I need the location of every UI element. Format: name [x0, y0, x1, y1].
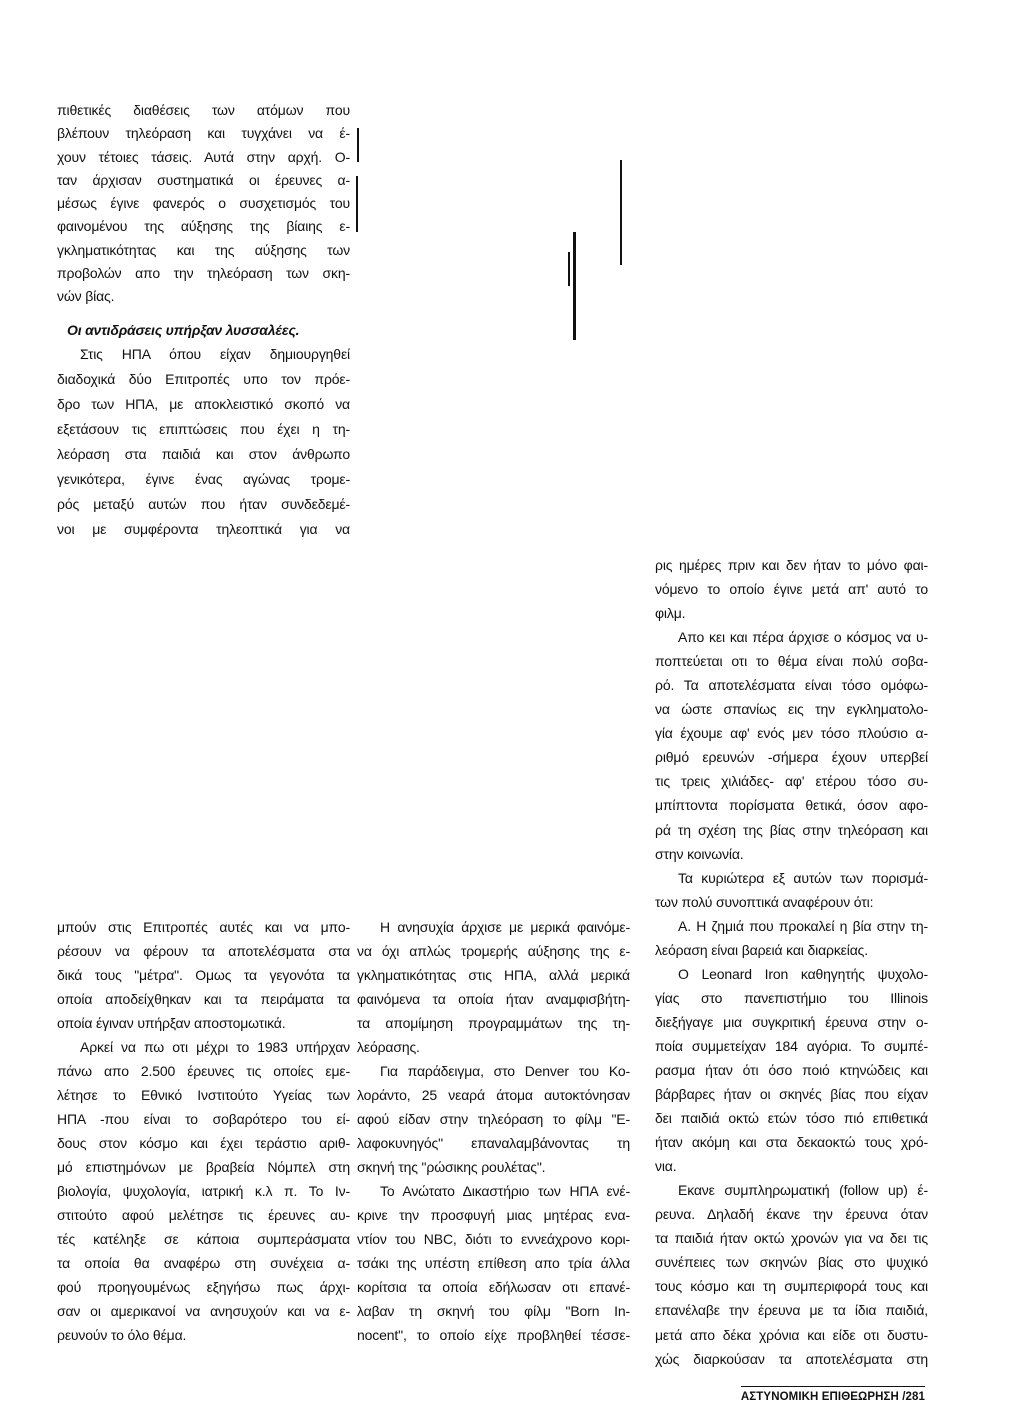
text-line: γενικότερα, έγινε ένας αγώνας τρομε-: [57, 471, 350, 487]
text-line: νόμενο το οποίο έγινε μετά απ' αυτό το: [655, 581, 928, 598]
text-line: κρινε την προσφυγή μιας μητέρας ενα-: [357, 1207, 630, 1223]
text-line: εξετάσουν τις επιπτώσεις που έχει η τη-: [57, 421, 350, 437]
text-line: ήταν ακόμη και στα δεκαοκτώ τους χρό-: [655, 1134, 928, 1151]
text-line: λεόρασης.: [357, 1039, 420, 1055]
text-line: γκληματικότητας και της αύξησης των: [57, 241, 350, 258]
text-line: διεξήγαγε μια συγκριτική έρευνα στην ο-: [655, 1013, 928, 1030]
text-line: ρις ημέρες πριν και δεν ήταν το μόνο φαι-: [655, 557, 928, 573]
text-line: ρά τη σχέση της βίας στην τηλεόραση και: [655, 821, 928, 838]
text-line: Στις ΗΠΑ όπου είχαν δημιουργηθεί: [80, 346, 350, 362]
text-line: φού προηγουμένως εξηγήσω πως άρχι-: [57, 1279, 350, 1295]
text-line: μπίπτοντα πορίσματα θετικά, όσον αφο-: [655, 797, 928, 814]
text-line: να όχι απλώς τρομερής αύξησης της ε-: [357, 943, 630, 959]
text-line: δει παιδιά οκτώ ετών τόσο πιό επιθετικά: [655, 1110, 928, 1127]
page-footer-journal-title: ΑΣΤΥΝΟΜΙΚΗ ΕΠΙΘΕΩΡΗΣΗ /281: [741, 1386, 925, 1405]
text-line: σαν οι αμερικανοί να ανησυχούν και να ε-: [57, 1303, 350, 1319]
text-line: λεόραση στα παιδιά και στον άνθρωπο: [57, 446, 350, 462]
text-line: Αρκεί να πω οτι μέχρι το 1983 υπήρχαν: [80, 1039, 350, 1055]
text-line: ταν άρχισαν συστηματικά οι έρευνες α-: [57, 171, 350, 188]
text-line: δρο των ΗΠΑ, με αποκλειστικό σκοπό να: [57, 396, 350, 412]
text-line: ρευνούν το όλο θέμα.: [57, 1327, 187, 1343]
text-line: λεόραση είναι βαρειά και διαρκείας.: [655, 941, 869, 958]
text-line: Α. Η ζημιά που προκαλεί η βία στην τη-: [678, 917, 928, 934]
text-line: χώς διαρκούσαν τα αποτελέσματα στη: [655, 1350, 928, 1367]
text-line: Η ανησυχία άρχισε με μερικά φαινόμε-: [380, 919, 630, 935]
text-line: προβολών απο την τηλεόραση των σκη-: [57, 264, 350, 281]
text-line: τα απομίμηση προγραμμάτων της τη-: [357, 1015, 630, 1031]
text-line: ποπτεύεται οτι το θέμα είναι πολύ σοβα-: [655, 653, 928, 670]
text-line: Ο Leonard Iron καθηγητής ψυχολο-: [678, 965, 928, 982]
text-line: νια.: [655, 1158, 677, 1175]
text-line: φαινομένου της αύξησης της βίαιης ε-: [57, 218, 350, 235]
text-line: φιλμ.: [655, 605, 686, 622]
text-line: πιθετικές διαθέσεις των ατόμων που: [57, 102, 350, 118]
text-line: βλέπουν τηλεόραση και τυγχάνει να έ-: [57, 125, 350, 142]
text-line: διαδοχικά δύο Επιτροπές υπο τον πρόε-: [57, 371, 350, 387]
text-line: μέσως έγινε φανερός ο συσχετισμός του: [57, 195, 350, 211]
text-line: Εκανε συμπληρωματική (follow up) έ-: [678, 1182, 928, 1199]
text-line: μπούν στις Επιτροπές αυτές και να μπο-: [57, 919, 350, 935]
text-line: των πολύ συνοπτικά αναφέρουν ότι:: [655, 893, 874, 910]
text-line: ποία συμμετείχαν 184 αγόρια. Το συμπέ-: [655, 1037, 928, 1054]
text-line: ρευνα. Δηλαδή έκανε την έρευνα όταν: [655, 1206, 928, 1223]
text-line: νών βίας.: [57, 288, 115, 304]
text-line: βιολογία, ψυχολογία, ιατρική κ.λ π. Το Ιν-: [57, 1183, 350, 1199]
text-line: λοράντο, 25 νεαρά άτομα αυτοκτόνησαν: [357, 1087, 630, 1103]
section-subheading: Οι αντιδράσεις υπήρξαν λυσσαλέες.: [67, 322, 300, 338]
text-line: ΗΠΑ -που είναι το σοβαρότερο του εί-: [57, 1111, 350, 1127]
right-column-text: [655, 553, 928, 1371]
text-line: κορίτσια τα οποία εδήλωσαν οτι επανέ-: [357, 1279, 630, 1295]
scan-mark-line: [573, 232, 576, 340]
text-line: γκληματικότητας στις ΗΠΑ, αλλά μερικά: [357, 967, 630, 983]
text-line: μό επιστημόνων με βραβεία Νόμπελ στη: [57, 1159, 350, 1175]
text-line: οποία αποδείχθηκαν και τα πειράματα τα: [57, 991, 350, 1007]
text-line: χουν τέτοιες τάσεις. Αυτά στην αρχή. Ο-: [57, 148, 350, 165]
text-line: στιτούτο αφού μελέτησε τις έρευνες αυ-: [57, 1207, 350, 1223]
text-line: nocent", το οποίο είχε προβληθεί τέσσε-: [357, 1327, 630, 1343]
text-line: ρό. Τα αποτελέσματα είναι τόσο ομόφω-: [655, 677, 928, 694]
scan-mark-line: [568, 252, 570, 286]
text-line: τές κατέληξε σε κάποια συμπεράσματα: [57, 1231, 350, 1247]
text-line: γία έχουμε αφ' ενός μεν τόσο πλούσιο α-: [655, 725, 928, 742]
middle-column-bottom-text: [357, 915, 630, 1347]
text-line: γίας στο πανεπιστήμιο του Illinois: [655, 989, 928, 1006]
text-line: σκηνή της "ρώσικης ρουλέτας".: [357, 1159, 546, 1175]
text-line: βάρβαρες ήταν οι σκηνές βίας που είχαν: [655, 1086, 928, 1103]
text-line: Τα κυριώτερα εξ αυτών των πορισμά-: [678, 869, 928, 886]
text-line: τους κόσμο και τη συμπεριφορά τους και: [655, 1278, 928, 1295]
left-column-bottom-text: [57, 915, 350, 1347]
text-line: Απο κει και πέρα άρχισε ο κόσμος να υ-: [678, 629, 928, 646]
text-line: τα παιδιά ήταν οκτώ χρονών για να δει τις: [655, 1230, 928, 1247]
left-column-top-text: [57, 99, 350, 308]
text-line: στην κοινωνία.: [655, 845, 744, 862]
text-line: τις τρεις χιλιάδες- αφ' ετέρου τόσο συ-: [655, 773, 928, 790]
left-column-middle-text: [57, 342, 350, 542]
scan-mark-line: [356, 176, 358, 232]
text-line: να ώστε σπανίως εις την εγκληματολο-: [655, 701, 928, 718]
text-line: συνέπειες των σκηνών βίας στο ψυχικό: [655, 1254, 928, 1271]
text-line: πάνω απο 2.500 έρευνες τις οποίες εμε-: [57, 1063, 350, 1079]
text-line: λέτησε το Εθνικό Ινστιτούτο Υγείας των: [57, 1087, 350, 1103]
scan-mark-line: [357, 128, 359, 162]
text-line: λαφοκυνηγός" επαναλαμβάνοντας τη: [357, 1135, 630, 1151]
text-line: επανέλαβε την έρευνα με τα ίδια παιδιά,: [655, 1302, 928, 1319]
text-line: φαινόμενα τα οποία ήταν αναμφισβήτη-: [357, 991, 630, 1007]
text-line: νοι με συμφέροντα τηλεοπτικά για να: [57, 521, 350, 537]
text-line: ρός μεταξύ αυτών που ήταν συνδεδεμέ-: [57, 496, 350, 512]
text-line: ρέσουν να φέρουν τα αποτελέσματα στα: [57, 943, 350, 959]
text-line: δικά τους "μέτρα". Ομως τα γεγονότα τα: [57, 967, 350, 983]
text-line: ριθμό ερευνών -σήμερα έχουν υπερβεί: [655, 749, 928, 766]
text-line: Το Ανώτατο Δικαστήριο των ΗΠΑ ενέ-: [380, 1183, 630, 1199]
scan-mark-line: [620, 160, 622, 265]
text-line: δους στον κόσμο και έχει τεράστιο αριθ-: [57, 1135, 350, 1151]
text-line: τσάκι της υπέστη επίθεση απο τρία άλλα: [357, 1255, 630, 1271]
text-line: Για παράδειγμα, στο Denver του Κο-: [380, 1063, 630, 1079]
text-line: αφού είδαν στην τηλεόραση το φίλμ "Ε-: [357, 1111, 630, 1127]
text-line: μετά απο δέκα χρόνια και είδε οτι δυστυ-: [655, 1326, 928, 1343]
text-line: λαβαν τη σκηνή του φίλμ "Born In-: [357, 1303, 630, 1319]
text-line: τα οποία θα αναφέρω στη συνέχεια α-: [57, 1255, 350, 1271]
text-line: ρασμα ήταν ότι όσο ποιό κτηνώδεις και: [655, 1061, 928, 1078]
text-line: ντίον του NBC, διότι το εννεάχρονο κορι-: [357, 1231, 630, 1247]
text-line: οποία έγιναν υπήρξαν αποστομωτικά.: [57, 1015, 286, 1031]
